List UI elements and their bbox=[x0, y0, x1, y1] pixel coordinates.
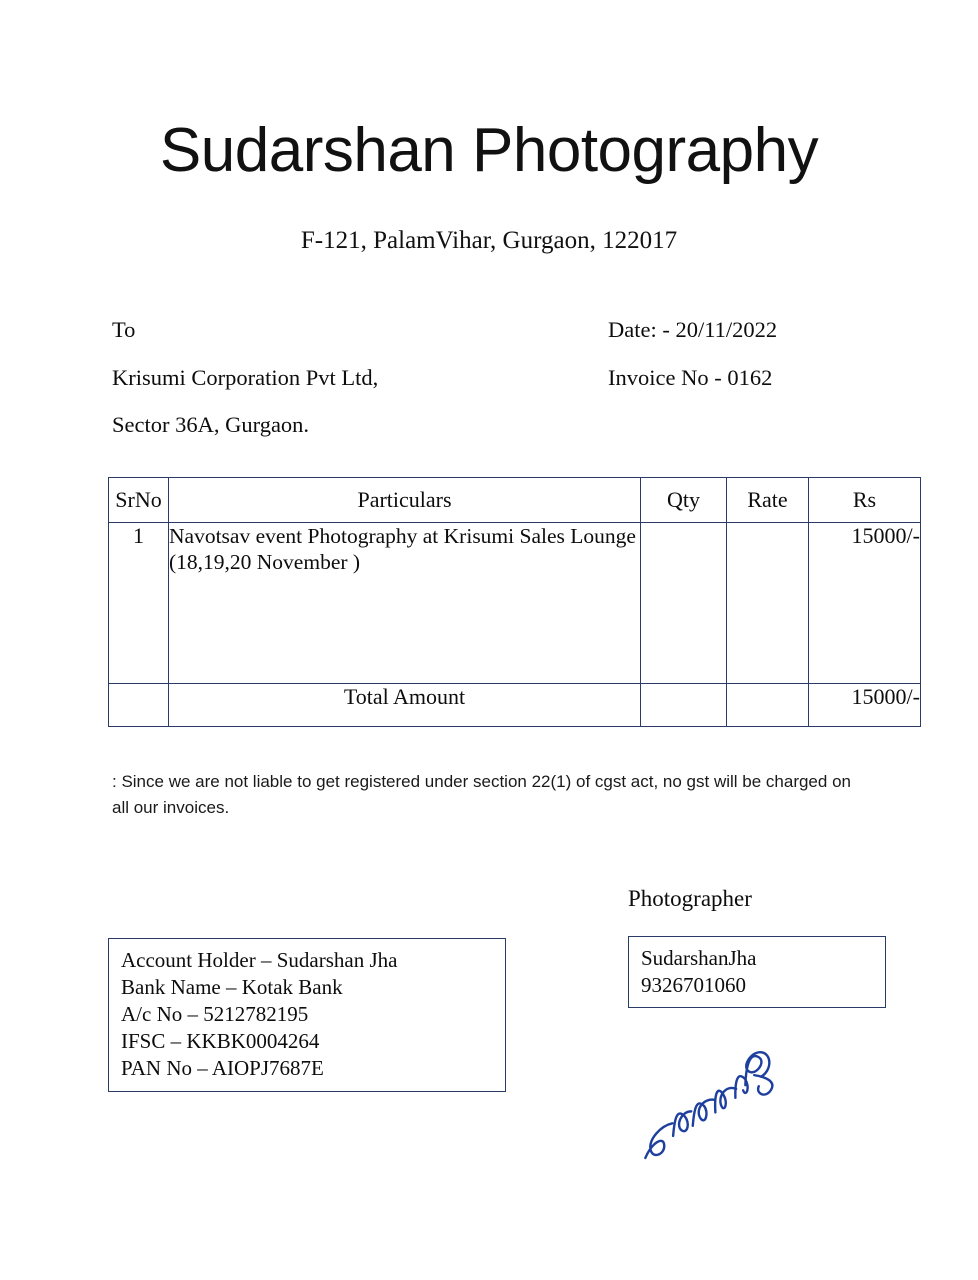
total-qty bbox=[641, 683, 727, 726]
invoice-number: Invoice No - 0162 bbox=[608, 364, 773, 390]
photographer-label: Photographer bbox=[628, 886, 752, 911]
gst-note: : Since we are not liable to get registered under section 22(1) of cgst act, no gst will be charged on all our invoices. bbox=[112, 771, 851, 817]
bank-account-holder: Account Holder – Sudarshan Jha bbox=[121, 948, 398, 972]
cell-qty bbox=[641, 522, 727, 683]
bank-pan-number: PAN No – AIOPJ7687E bbox=[121, 1055, 324, 1080]
total-amount: 15000/- bbox=[809, 683, 921, 726]
cell-amount: 15000/- bbox=[809, 522, 921, 683]
column-header-rs: Rs bbox=[809, 477, 921, 522]
total-label: Total Amount bbox=[169, 683, 641, 726]
table-total-row bbox=[109, 683, 921, 726]
invoice-table bbox=[108, 477, 921, 727]
handwritten-signature-icon bbox=[612, 1035, 802, 1175]
to-label: To bbox=[112, 317, 136, 343]
client-address: Sector 36A, Gurgaon. bbox=[112, 412, 310, 438]
signer-name: SudarshanJha bbox=[641, 946, 757, 970]
meta-row bbox=[112, 319, 868, 342]
total-rate bbox=[727, 683, 809, 726]
company-name: Sudarshan Photography bbox=[159, 116, 819, 185]
company-address: F-121, PalamVihar, Gurgaon, 122017 bbox=[300, 227, 678, 255]
signer-phone: 9326701060 bbox=[641, 973, 746, 998]
bank-name: Bank Name – Kotak Bank bbox=[121, 974, 343, 999]
column-header-particulars: Particulars bbox=[169, 477, 641, 522]
column-header-rate: Rate bbox=[727, 477, 809, 522]
particulars-line-1: Navotsav event Photography at Krisumi Sales Lounge bbox=[169, 523, 636, 548]
meta-row bbox=[112, 364, 868, 390]
cell-rate bbox=[727, 522, 809, 683]
bank-ifsc: IFSC – KKBK0004264 bbox=[121, 1028, 320, 1053]
signer-details-box bbox=[628, 936, 886, 1008]
invoice-meta bbox=[112, 319, 868, 437]
client-name: Krisumi Corporation Pvt Ltd, bbox=[112, 364, 379, 390]
column-header-srno: SrNo bbox=[109, 477, 169, 522]
meta-row bbox=[112, 414, 868, 437]
table-row bbox=[109, 522, 921, 683]
table-header-row bbox=[109, 477, 921, 522]
bank-details-box bbox=[108, 938, 506, 1092]
cell-particulars bbox=[169, 522, 641, 683]
column-header-qty: Qty bbox=[641, 477, 727, 522]
bank-account-number: A/c No – 5212782195 bbox=[121, 1001, 309, 1026]
invoice-date: Date: - 20/11/2022 bbox=[608, 317, 778, 343]
cell-srno: 1 bbox=[109, 522, 169, 683]
total-spacer bbox=[109, 683, 169, 726]
particulars-line-2: (18,19,20 November ) bbox=[169, 549, 361, 574]
